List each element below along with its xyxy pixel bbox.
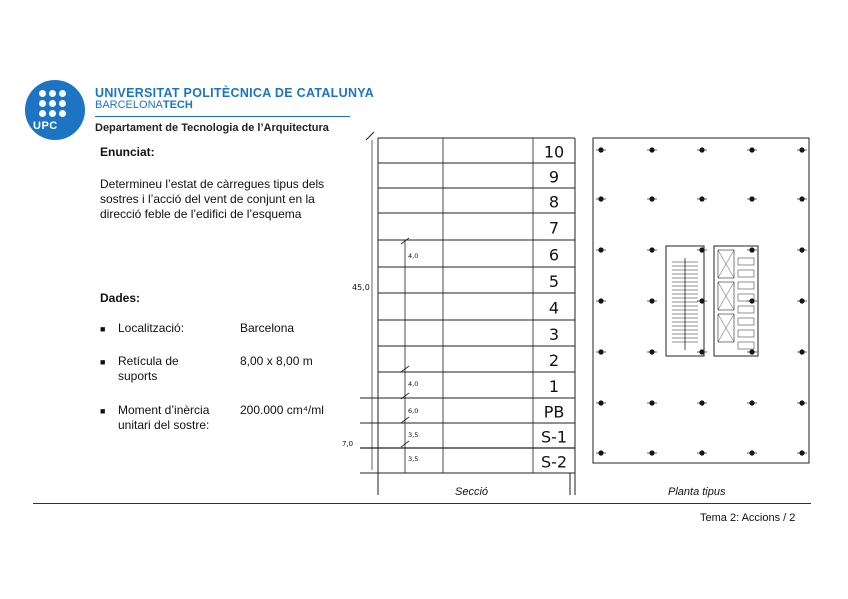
floor-label: 8 [548,192,560,212]
section-caption: Secció [455,486,489,498]
data-value-grid: 8,00 x 8,00 m [240,354,313,368]
core-room [738,330,754,337]
data-value-location: Barcelona [240,321,295,335]
floor-label: S-2 [540,452,568,472]
storey-height-label: 3,5 [408,455,419,463]
core-room [738,318,754,325]
bullet-icon: ■ [100,406,106,416]
data-label-grid: Retícula de suports [118,354,179,383]
basement-depth-label: 7,0 [342,440,354,448]
data-label-location: Localització: [118,321,185,335]
department-name: Departament de Tecnologia de l’Arquitectura [95,122,329,134]
core-room [738,306,754,313]
footer-rule [33,503,811,504]
floor-label: S-1 [540,427,568,447]
height-label: 45,0 [352,283,370,292]
dimension-tick [366,132,374,140]
storey-height-label: 4,0 [408,380,419,388]
floor-label: 4 [548,298,560,318]
floor-label: 6 [548,245,560,265]
logo-text: UPC [33,120,58,132]
floor-label: 7 [548,218,560,238]
statement-heading: Enunciat: [100,145,155,159]
storey-height-label: 3,5 [408,431,419,439]
statement-text: Determineu l’estat de càrregues tipus dels sostres i l’acció del vent de conjunt en la direcció feble de l’edifici de l’esquema [100,177,325,221]
storey-height-label: 6,0 [408,407,419,415]
data-value-inertia: 200.000 cm⁴/ml [240,403,324,417]
floor-label: 3 [548,325,560,344]
bullet-icon: ■ [100,324,106,334]
bullet-icon: ■ [100,357,106,367]
plan-drawing [593,138,809,463]
campus-prefix: BARCELONA [95,99,163,111]
campus-suffix: TECH [162,99,193,111]
floor-label: 1 [548,377,560,396]
core-room [738,258,754,265]
data-label-inertia: Moment d’inèrcia unitari del sostre: [118,403,210,432]
floor-label: PB [543,402,565,422]
core-room [738,270,754,277]
core-room [738,282,754,289]
data-heading: Dades: [100,291,141,305]
section-drawing [342,132,575,495]
university-name: UNIVERSITAT POLITÈCNICA DE CATALUNYA [95,86,375,100]
storey-height-label: 4,0 [408,252,419,260]
floor-label: 9 [548,167,560,187]
footer-text: Tema 2: Accions / 2 [700,512,796,524]
floor-label: 5 [548,272,560,291]
plan-caption: Planta tipus [668,486,726,498]
floor-label: 10 [543,142,565,162]
floor-label: 2 [548,351,560,370]
core-room [738,342,754,349]
